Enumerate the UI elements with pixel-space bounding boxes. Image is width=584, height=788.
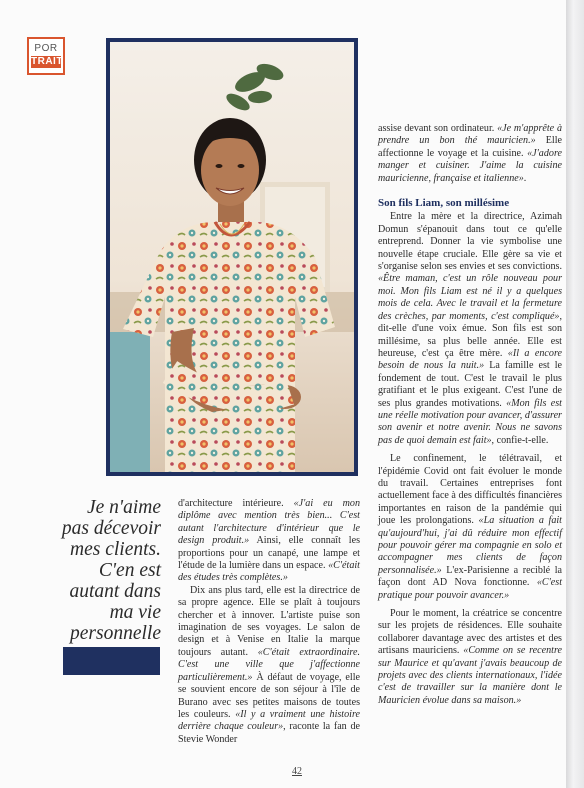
portrait-section-badge bbox=[27, 37, 65, 75]
portrait-photo bbox=[106, 38, 358, 476]
pull-quote-line: C'en est bbox=[98, 560, 161, 581]
page-spine-shadow bbox=[566, 0, 584, 788]
portrait-illustration bbox=[110, 42, 354, 472]
paragraph: Entre la mère et la directrice, Azimah Domun s'épanouit dans tout ce qu'elle entreprend. Donner la vie symbolise une nouvelle étape cruciale. Elle gère sa vie et s'organise selon ses envies et ses convictions. «Être maman, c'est un rôle nouveau pour moi. Mon fils Liam est né il y a quelques mois de cela. Avec le travail et la fermeture des crèches, par moments, c'est compliqué», dit-elle d'une voix émue. Son fils est son millésime, sa plus belle année. Elle est heureuse, c'est ça être mère. «Il a encore besoin de nous la nuit.» La famille est le fondement de tout. C'est le travail le plus gratifiant et le plus exigeant. C'est l'une de ses plus grandes motivations. «Mon fils est une réelle motivation pour avancer, d'assurer son avenir et notre avenir. Nous ne savons pas de quoi demain est fait», confie-t-elle. bbox=[378, 211, 562, 446]
page-number: 42 bbox=[292, 766, 302, 777]
badge-line-2: TRAIT bbox=[31, 56, 63, 67]
pull-quote-line: autant dans bbox=[69, 581, 161, 602]
paragraph: Le confinement, le télétravail, et l'épidémie Covid ont fait évoluer le monde du travail. Certaines entreprises font actuellement face à des difficultés financières importantes en raison de la pandémie qui joue les prolongations. «La situation a fait qu'aujourd'hui, j'ai dû réduire mon effectif pour pouvoir gérer ma compagnie en solo et accompagner mes clients de façon personnalisée.» L'ex-Parisienne a reciblé la façon dont AD Nova fonctionne. «C'est pratique pour pouvoir avancer.» bbox=[378, 453, 562, 601]
paragraph: assise devant son ordinateur. «Je m'apprête à prendre un bon thé mauricien.» Elle affectionne le voyage et la cuisine. «J'adore manger et cuisiner. J'aime la cuisine mauricienne, française et italienne». bbox=[378, 123, 562, 184]
pull-quote-line: personnelle bbox=[70, 623, 161, 644]
article-column-right bbox=[378, 123, 562, 707]
decorative-navy-bar bbox=[63, 647, 160, 675]
section-subheading: Son fils Liam, son millésime bbox=[378, 197, 510, 210]
paragraph: d'architecture intérieure. «J'ai eu mon diplôme avec mention très bien... C'est autant l'architecture d'intérieur que le design produit.» Ainsi, elle connaît les proportions pour un canapé, une lampe et l'étude de la lumière dans un espace. «C'était des études très complètes.» bbox=[178, 498, 360, 584]
pull-quote-line: mes clients. bbox=[70, 539, 161, 560]
pull-quote bbox=[55, 497, 161, 644]
pull-quote-line: pas décevoir bbox=[61, 518, 161, 539]
pull-quote-line: ma vie bbox=[109, 602, 161, 623]
paragraph: Dix ans plus tard, elle est la directrice de sa propre agence. Elle se plaît à toujours chercher et à innover. L'artiste puise son imagination de ses voyages. Le salon de design et à Venise en Italie la marque toujours autant. «C'était extraordinaire. C'est une ville que j'affectionne particulièrement.» À défaut de voyage, elle se souvient encore de son séjour à l'île de Burano avec ses petites maisons de toutes les couleurs. «Il y a vraiment une histoire derrière chaque couleur», raconte la fan de Stevie Wonder bbox=[178, 584, 360, 745]
article-column-left bbox=[178, 498, 360, 746]
paragraph: Pour le moment, la créatrice se concentre sur les projets de résidences. Elle souhaite collaborer davantage avec des artistes et des artisans mauriciens. «Comme on se recentre sur Maurice et qu'avant j'avais beaucoup de projets avec des clients internationaux, l'idée c'est de travailler sur la manière dont le Mauricien évolue dans sa maison.» bbox=[378, 608, 562, 706]
badge-line-1: POR bbox=[34, 43, 58, 54]
pull-quote-line: Je n'aime bbox=[86, 497, 161, 518]
